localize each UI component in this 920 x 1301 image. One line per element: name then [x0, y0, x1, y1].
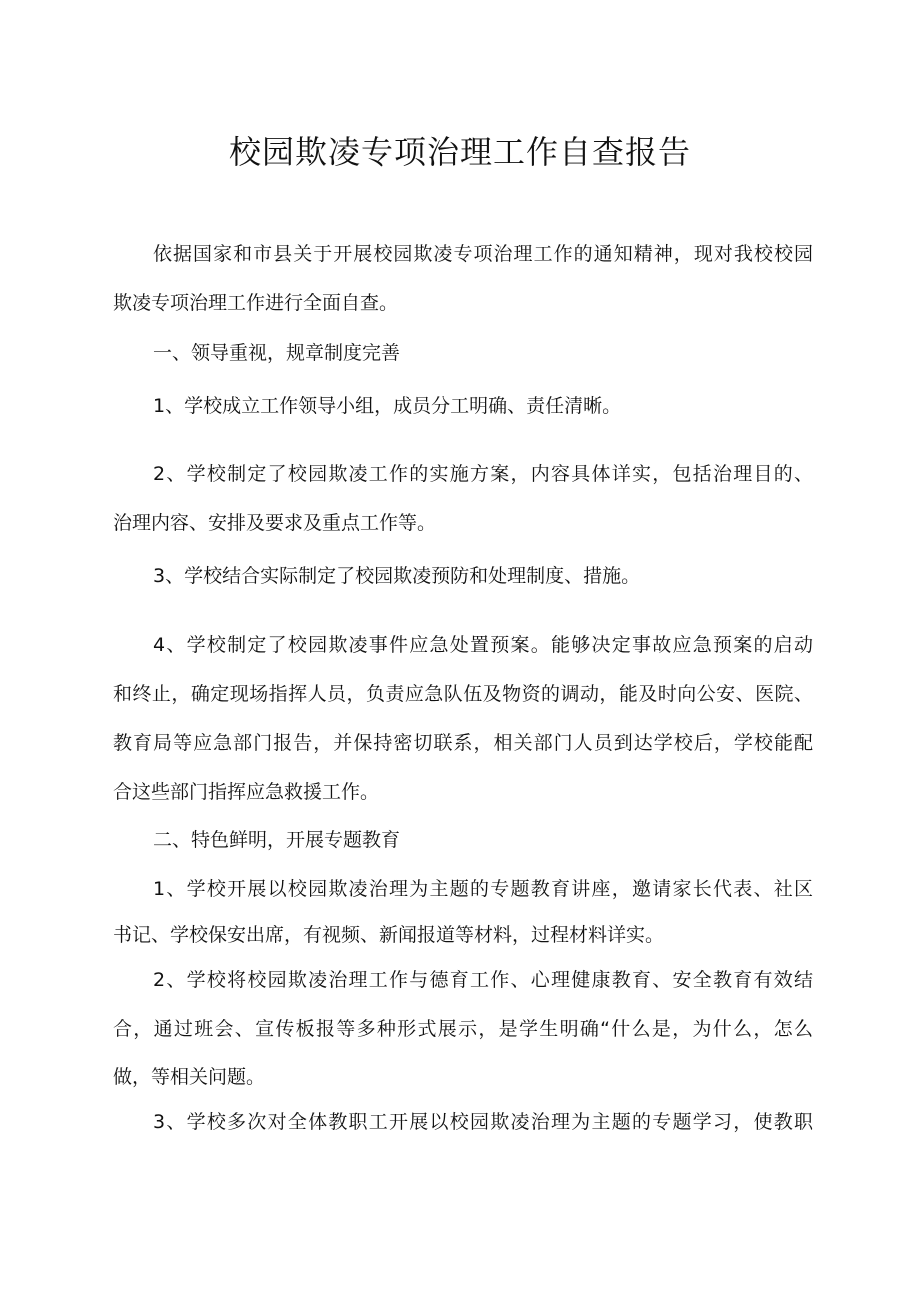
item-2-3-line-1: 3、学校多次对全体教职工开展以校园欺凌治理为主题的专题学习，使教职: [153, 1111, 813, 1133]
item-1-4-line-1: 4、学校制定了校园欺凌事件应急处置预案。能够决定事故应急预案的启动: [153, 634, 813, 656]
section-heading-2: 二、特色鲜明，开展专题教育: [153, 829, 401, 851]
item-2-2-line-2: 合，通过班会、宣传板报等多种形式展示，是学生明确“什么是，为什么，怎么: [113, 1018, 813, 1040]
item-2-1-line-2: 书记、学校保安出席，有视频、新闻报道等材料，过程材料详实。: [113, 924, 665, 946]
item-1-4-line-2: 和终止，确定现场指挥人员，负责应急队伍及物资的调动，能及时向公安、医院、: [113, 683, 813, 705]
paragraph-intro-line-1: 依据国家和市县关于开展校园欺凌专项治理工作的通知精神，现对我校校园: [153, 243, 813, 265]
paragraph-intro-line-2: 欺凌专项治理工作进行全面自查。: [113, 292, 399, 314]
item-1-4-line-3: 教育局等应急部门报告，并保持密切联系，相关部门人员到达学校后，学校能配: [113, 732, 813, 754]
document-title: 校园欺凌专项治理工作自查报告: [228, 133, 691, 171]
item-2-1-line-1: 1、学校开展以校园欺凌治理为主题的专题教育讲座，邀请家长代表、社区: [153, 878, 813, 900]
item-1-1: 1、学校成立工作领导小组，成员分工明确、责任清晰。: [153, 395, 622, 417]
item-1-2-line-2: 治理内容、安排及要求及重点工作等。: [113, 512, 437, 534]
item-2-2-line-1: 2、学校将校园欺凌治理工作与德育工作、心理健康教育、安全教育有效结: [153, 969, 813, 991]
item-1-4-line-4: 合这些部门指挥应急救援工作。: [113, 781, 380, 803]
section-heading-1: 一、领导重视，规章制度完善: [153, 342, 401, 364]
item-1-3: 3、学校结合实际制定了校园欺凌预防和处理制度、措施。: [153, 565, 641, 587]
item-1-2-line-1: 2、学校制定了校园欺凌工作的实施方案，内容具体详实，包括治理目的、: [153, 463, 813, 485]
item-2-2-line-3: 做，等相关问题。: [113, 1066, 266, 1088]
